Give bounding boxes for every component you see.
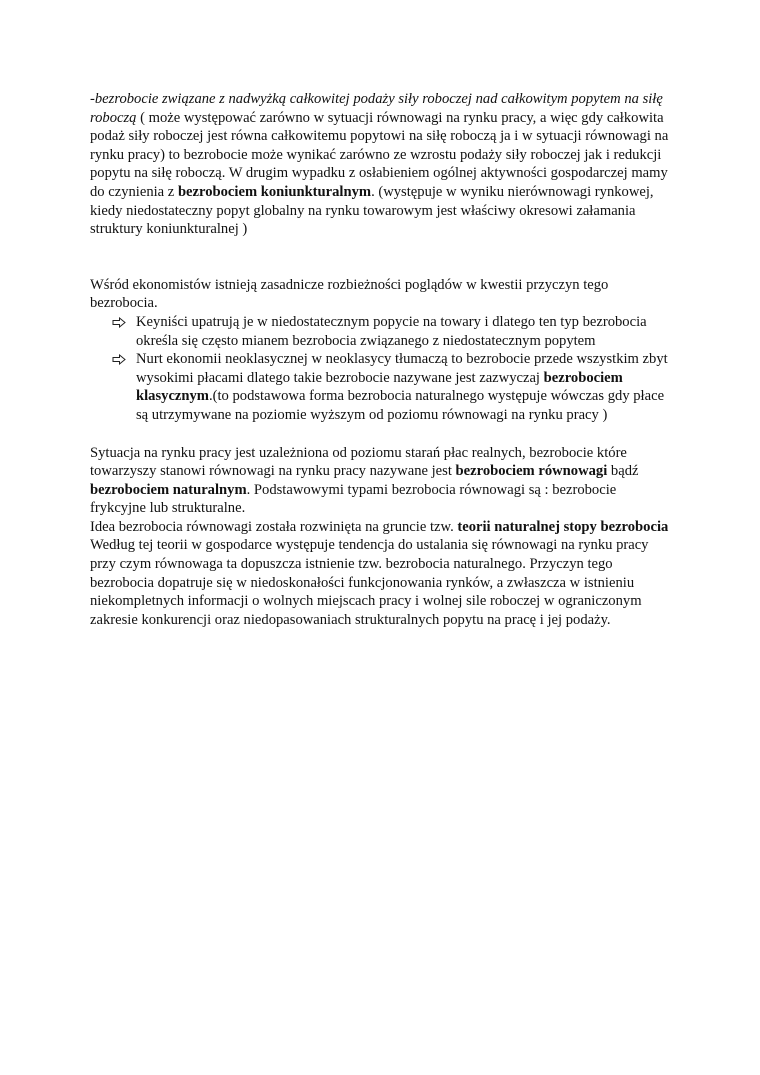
- definition-text: ( może występować zarówno w sytuacji równowagi na rynku pracy, a więc gdy całkowita podaż siły roboczej jest równa całkowitemu popytowi na siłę roboczą ja i w sytuacji równowagi na rynku pracy) to bezrobocie może wynikać zarówno ze wzrostu podaży siły roboczej jak i redukcji popytu na siłę roboczą. W drugim wypadku z osłabieniem ogólnej aktywności gospodarczej mamy do czynienia z: [90, 109, 669, 200]
- bold-term-cyclical: bezrobociem koniunkturalnym: [177, 183, 372, 200]
- definition-text-end: . (występuje w wyniku nierównowagi rynkowej, kiedy niedostateczny popyt globalny na rynku towarowym jest właściwy okresowi załamania struktury koniunkturalnej ): [90, 183, 654, 238]
- natural-rate-text: Idea bezrobocia równowagi została rozwinięta na gruncie tzw.: [90, 518, 458, 535]
- bullet-list: [90, 313, 675, 425]
- equilibrium-text: Sytuacja na rynku pracy jest uzależniona od poziomu starań płac realnych, bezrobocie które towarzyszy stanowi równowagi na rynku pracy nazywane jest: [90, 444, 627, 480]
- italic-definition: -bezrobocie związane z nadwyżką całkowitej podaży siły roboczej nad całkowitym popytem na siłę roboczą: [90, 91, 663, 126]
- arrow-right-outline-icon: [112, 350, 126, 368]
- bold-term-equilibrium: bezrobociem równowagi: [455, 463, 608, 480]
- equilibrium-connector: bądź: [607, 463, 639, 480]
- paragraph-equilibrium-unemployment: [90, 444, 675, 518]
- theory-text: Według tej teorii w gospodarce występuje tendencja do ustalania się równowagi na rynku pracy przy czym równowaga ta dopuszcza istnienie tzw. bezrobocia naturalnego. Przyczyn tego bezrobocia dopatruje się w niedoskonałości funkcjonowania rynków, a zwłaszcza w istnieniu niekompletnych informacji o wolnych miejscach pracy i wolnej sile roboczej w ograniczonym zakresie konkurencji oraz niedopasowaniach strukturalnych popytu na pracę i jej podaży.: [90, 537, 649, 628]
- paragraph-natural-rate-idea: [90, 518, 675, 537]
- equilibrium-text-end: . Podstawowymi typami bezrobocia równowagi są : bezrobocie frykcyjne lub strukturalne.: [90, 481, 617, 517]
- spacer: [90, 425, 675, 444]
- paragraph-economists-views: [90, 276, 675, 313]
- bullet-neoclassical-end: .(to podstawowa forma bezrobocia naturalnego występuje wówczas gdy płace są utrzymywane na poziomie wyższym od poziomu równowagi na rynku pracy ): [136, 388, 665, 423]
- document-page: [90, 90, 675, 629]
- bullet-keynesians: Keyniści upatrują je w niedostatecznym popycie na towary i dlatego ten typ bezrobocia określa się często mianem bezrobocia związanego z niedostatecznym popytem: [136, 313, 647, 349]
- list-item: [136, 313, 675, 350]
- list-item: [136, 350, 675, 424]
- arrow-right-outline-icon: [112, 313, 126, 331]
- paragraph-theory-explanation: [90, 536, 675, 629]
- economists-intro: Wśród ekonomistów istnieją zasadnicze rozbieżności poglądów w kwestii przyczyn tego bezrobocia.: [90, 276, 609, 312]
- paragraph-unemployment-definition: [90, 90, 675, 239]
- bullet-neoclassical: Nurt ekonomii neoklasycznej w neoklasycy tłumaczą to bezrobocie przede wszystkim zbyt wysokimi płacami dlatego takie bezrobocie nazywane jest zazwyczaj: [136, 351, 668, 386]
- bold-term-classical: bezrobociem klasycznym: [136, 369, 623, 405]
- bold-term-natural-rate-theory: teorii naturalnej stopy bezrobocia: [457, 518, 669, 535]
- bold-term-natural: bezrobociem naturalnym: [90, 481, 247, 498]
